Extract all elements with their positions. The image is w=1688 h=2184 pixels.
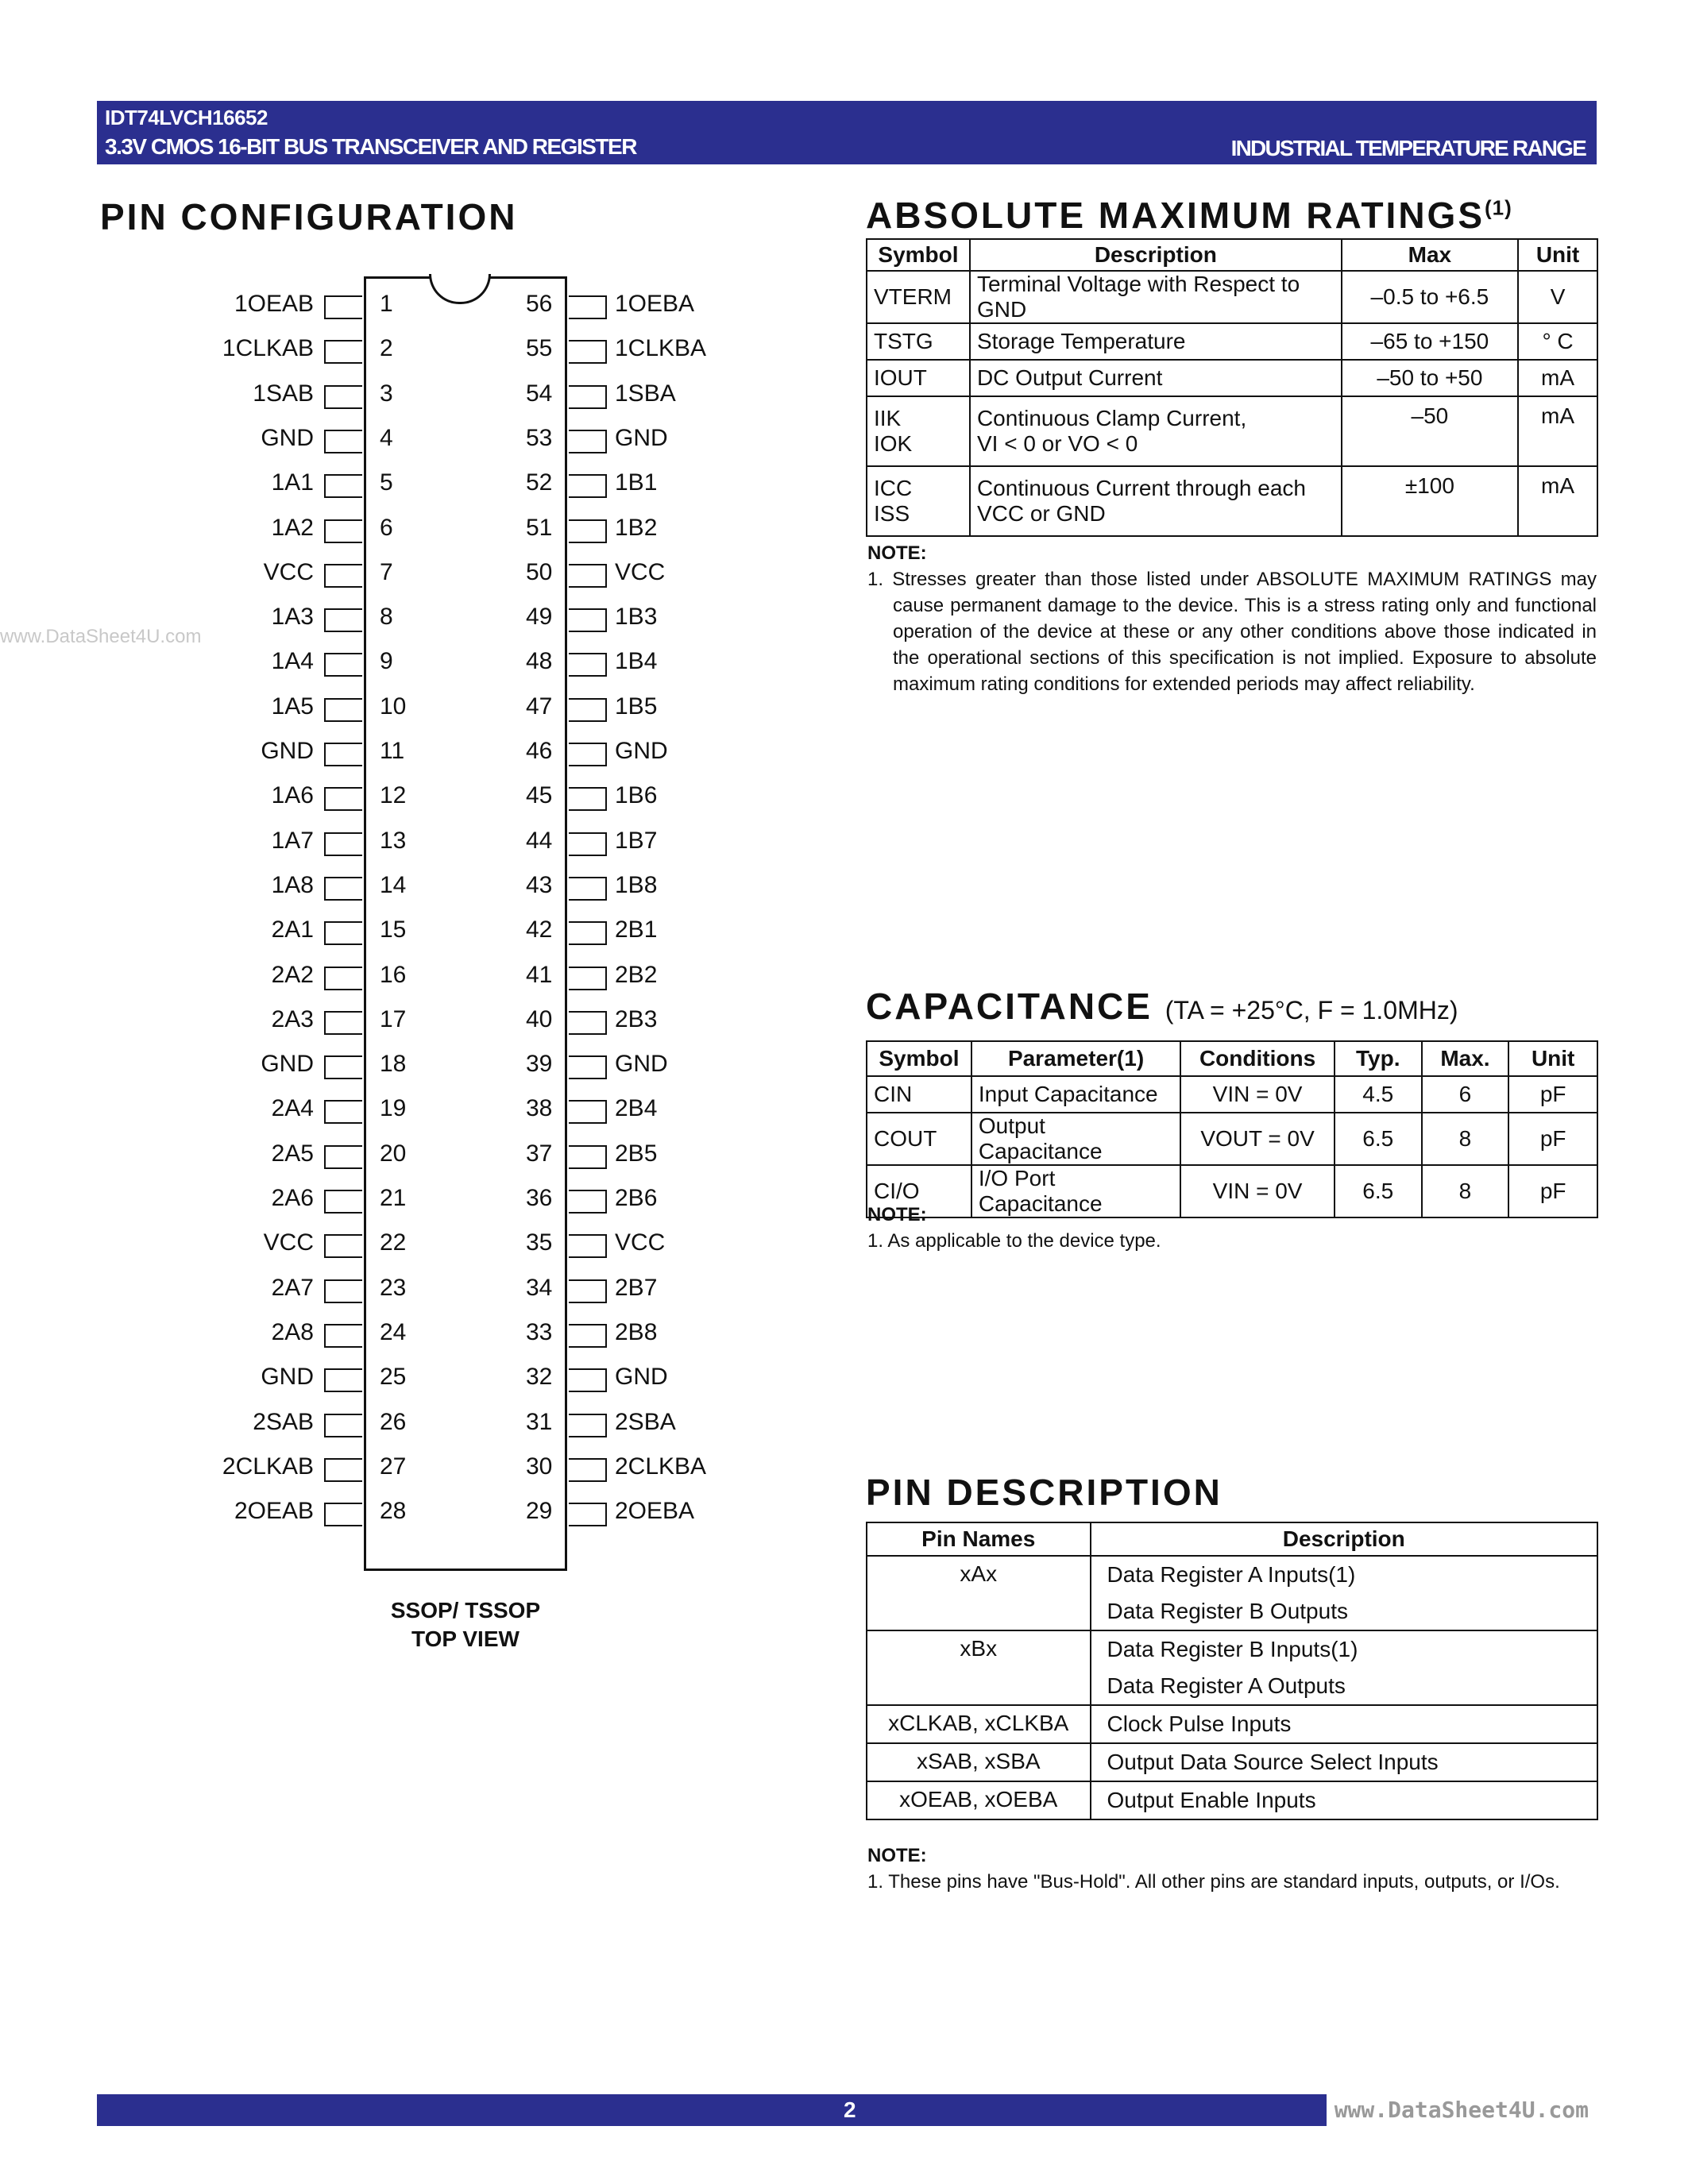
max-cell: 8 [1422, 1113, 1509, 1165]
pin-name-right: 1SBA [615, 380, 676, 407]
package-view: TOP VIEW [411, 1626, 520, 1651]
pin-description-cell [1091, 1743, 1598, 1781]
pin-name-left: 1A7 [271, 827, 314, 854]
col-unit: Unit [1518, 239, 1597, 271]
pin-name-left: 1A4 [271, 648, 314, 675]
max-cell: –0.5 to +6.5 [1342, 271, 1518, 323]
pin-name-left: 1A5 [271, 693, 314, 720]
pin-name-left: 2A4 [271, 1095, 314, 1122]
package-type: SSOP/ TSSOP [390, 1598, 541, 1623]
pin-number-left: 27 [380, 1453, 407, 1480]
col-max: Max [1342, 239, 1518, 271]
symbol-cell: CI/O [867, 1165, 971, 1217]
table-row [867, 1781, 1597, 1819]
pin-lead [324, 519, 362, 543]
pin-name-left: 2A7 [271, 1274, 314, 1301]
pin-lead [324, 1011, 362, 1035]
pin-name-right: 1B8 [615, 871, 658, 898]
pin-name-right: 2B7 [615, 1274, 658, 1301]
pin-name-cell: xSAB, xSBA [867, 1743, 1091, 1781]
conditions-cell: VOUT = 0V [1180, 1113, 1335, 1165]
pin-name-right: GND [615, 1364, 668, 1391]
page-number: 2 [844, 2097, 856, 2122]
pin-name-left: 1SAB [253, 380, 314, 407]
description-cell: DC Output Current [970, 360, 1342, 396]
pin-number-right: 37 [526, 1140, 553, 1167]
abs-max-title [866, 194, 1512, 237]
table-row [867, 1113, 1597, 1165]
pin-number-right: 31 [526, 1408, 553, 1435]
pin-number-left: 16 [380, 961, 407, 988]
conditions-cell: VIN = 0V [1180, 1165, 1335, 1217]
pin-lead [324, 608, 362, 632]
pin-number-left: 18 [380, 1051, 407, 1078]
pin-number-right: 32 [526, 1364, 553, 1391]
pin-number-right: 39 [526, 1051, 553, 1078]
pin-lead [324, 967, 362, 990]
pin-number-left: 23 [380, 1274, 407, 1301]
pin-name-left: 2A2 [271, 961, 314, 988]
note-label: NOTE: [867, 542, 927, 564]
pin-name-left: 1A6 [271, 782, 314, 809]
abs-max-note [867, 540, 1597, 697]
table-row [867, 1743, 1597, 1781]
pin-lead [324, 1414, 362, 1437]
table-row [867, 1705, 1597, 1743]
parameter-cell: Output Capacitance [971, 1113, 1180, 1165]
pin-number-left: 15 [380, 916, 407, 943]
pin-number-right: 55 [526, 335, 553, 362]
pin-name-right: 1B1 [615, 469, 658, 496]
pin-name-right: VCC [615, 1229, 666, 1256]
pin-lead [569, 1414, 607, 1437]
pin-name-left: GND [261, 1364, 314, 1391]
pin-number-right: 33 [526, 1318, 553, 1345]
pin-description-cell [1091, 1630, 1598, 1705]
pin-lead [324, 295, 362, 319]
typ-cell: 4.5 [1335, 1076, 1422, 1113]
pin-number-right: 44 [526, 827, 553, 854]
pin-configuration-title: PIN CONFIGURATION [100, 196, 518, 237]
pin-lead [569, 1145, 607, 1169]
max-cell: 6 [1422, 1076, 1509, 1113]
pin-name-right: 1CLKBA [615, 335, 707, 362]
pin-name-left: 2OEAB [234, 1498, 314, 1525]
pin-number-left: 22 [380, 1229, 407, 1256]
pin-lead [324, 698, 362, 722]
parameter-cell: I/O Port Capacitance [971, 1165, 1180, 1217]
pin-name-left: 2A6 [271, 1185, 314, 1211]
pin-number-left: 7 [380, 558, 393, 585]
pin-lead [569, 474, 607, 498]
pin-lead [569, 1279, 607, 1303]
pin-number-left: 2 [380, 335, 393, 362]
unit-cell: mA [1518, 360, 1597, 396]
pin-name-left: 2A1 [271, 916, 314, 943]
capacitance-title [866, 985, 1458, 1028]
pin-number-right: 30 [526, 1453, 553, 1480]
pin-description-cell [1091, 1781, 1598, 1819]
pin-number-left: 17 [380, 1005, 407, 1032]
pin-name-right: 1B6 [615, 782, 658, 809]
pin-number-right: 47 [526, 693, 553, 720]
pin-lead [324, 430, 362, 453]
pin-lead [569, 1368, 607, 1392]
watermark: www.DataSheet4U.com [0, 626, 202, 647]
note-label: NOTE: [867, 1845, 927, 1866]
pin-number-left: 24 [380, 1318, 407, 1345]
symbol-cell: IIK IOK [867, 396, 970, 466]
pin-name-left: 2A8 [271, 1318, 314, 1345]
pin-number-right: 56 [526, 291, 553, 317]
conditions-cell: VIN = 0V [1180, 1076, 1335, 1113]
pin-lead [569, 340, 607, 364]
typ-cell: 6.5 [1335, 1113, 1422, 1165]
pin-name-left: 1A3 [271, 604, 314, 631]
pin-name-right: 1OEBA [615, 291, 695, 317]
pin-description-table [866, 1522, 1598, 1820]
abs-max-table [866, 238, 1598, 537]
pin-number-left: 26 [380, 1408, 407, 1435]
pin-name-right: 2B8 [615, 1318, 658, 1345]
table-row [867, 466, 1597, 536]
pin-number-left: 14 [380, 871, 407, 898]
pin-lead [324, 787, 362, 811]
pin-lead [324, 564, 362, 588]
pin-name-right: 1B5 [615, 693, 658, 720]
unit-cell: pF [1508, 1165, 1597, 1217]
description-line: Data Register A Inputs(1) [1107, 1562, 1356, 1587]
note-text: 1. These pins have "Bus-Hold". All other pins are standard inputs, outputs, or I/Os. [867, 1871, 1560, 1893]
pin-name-right: 2B4 [615, 1095, 658, 1122]
pin-number-left: 20 [380, 1140, 407, 1167]
parameter-cell: Input Capacitance [971, 1076, 1180, 1113]
pin-lead [569, 653, 607, 677]
pin-lead [569, 519, 607, 543]
pin-lead [569, 1503, 607, 1526]
package-label [364, 1596, 567, 1653]
pin-number-left: 11 [380, 738, 405, 764]
description-line: Output Enable Inputs [1107, 1788, 1316, 1812]
description-line: Clock Pulse Inputs [1107, 1711, 1292, 1736]
unit-cell: mA [1518, 466, 1597, 536]
unit-cell: pF [1508, 1076, 1597, 1113]
max-cell: –50 [1342, 396, 1518, 466]
description-cell: Terminal Voltage with Respect to GND [970, 271, 1342, 323]
abs-max-title-note: (1) [1485, 195, 1512, 220]
pin-lead [569, 921, 607, 945]
pin-number-left: 5 [380, 469, 393, 496]
pin-name-right: 2OEBA [615, 1498, 695, 1525]
pin-number-left: 25 [380, 1364, 407, 1391]
cap-col-conditions: Conditions [1180, 1041, 1335, 1076]
pin-lead [569, 1055, 607, 1079]
pin-name-right: 2B2 [615, 961, 658, 988]
pin-name-right: 2SBA [615, 1408, 676, 1435]
pin-number-left: 12 [380, 782, 407, 809]
pin-number-right: 42 [526, 916, 553, 943]
footer-url: www.DataSheet4U.com [1327, 2094, 1597, 2126]
pin-lead [324, 340, 362, 364]
table-row [867, 1556, 1597, 1630]
capacitance-title-text: CAPACITANCE [866, 986, 1153, 1027]
pin-lead [569, 385, 607, 409]
description-line: Data Register B Inputs(1) [1107, 1637, 1358, 1661]
description-line: Output Data Source Select Inputs [1107, 1750, 1439, 1774]
pin-number-left: 19 [380, 1095, 407, 1122]
pin-number-left: 28 [380, 1498, 407, 1525]
document-title: 3.3V CMOS 16-BIT BUS TRANSCEIVER AND REGISTER [105, 134, 636, 159]
pin-name-right: 2B1 [615, 916, 658, 943]
pin-lead [569, 967, 607, 990]
pin-name-left: 1A2 [271, 514, 314, 541]
footer-bar [97, 2094, 1597, 2126]
pin-lead [324, 1458, 362, 1482]
pin-number-right: 40 [526, 1005, 553, 1032]
cap-col-max: Max. [1422, 1041, 1509, 1076]
pd-col-pin-names: Pin Names [867, 1522, 1091, 1556]
max-cell: –65 to +150 [1342, 323, 1518, 360]
unit-cell: pF [1508, 1113, 1597, 1165]
pin-name-right: 2B6 [615, 1185, 658, 1211]
pin-name-right: 2B3 [615, 1005, 658, 1032]
pin-lead [324, 921, 362, 945]
pin-number-right: 48 [526, 648, 553, 675]
unit-cell: ° C [1518, 323, 1597, 360]
pin-name-left: GND [261, 738, 314, 764]
pin-lead [569, 1011, 607, 1035]
pin-lead [569, 698, 607, 722]
pin-lead [569, 1100, 607, 1124]
symbol-cell: COUT [867, 1113, 971, 1165]
pin-lead [569, 1324, 607, 1348]
part-number: IDT74LVCH16652 [105, 106, 268, 129]
header-bar [97, 101, 1597, 164]
pin-number-right: 51 [526, 514, 553, 541]
pin-name-left: GND [261, 1051, 314, 1078]
unit-cell: mA [1518, 396, 1597, 466]
max-cell: ±100 [1342, 466, 1518, 536]
pin-number-right: 43 [526, 871, 553, 898]
pin-name-right: GND [615, 424, 668, 451]
pin-lead [324, 1503, 362, 1526]
pin-lead [569, 743, 607, 766]
symbol-cell: CIN [867, 1076, 971, 1113]
pin-name-left: 1OEAB [234, 291, 314, 317]
table-row [867, 1630, 1597, 1705]
symbol-cell: ICC ISS [867, 466, 970, 536]
pin-name-right: GND [615, 1051, 668, 1078]
note-text: 1. Stresses greater than those listed under ABSOLUTE MAXIMUM RATINGS may cause permanent damage to the device. This is a stress rating only and functional operation of the device at these or any other conditions above those indicated in the operational sections of this specification is not implied. Exposure to absolute maximum rating conditions for extended periods may affect reliability. [867, 569, 1597, 695]
pin-name-left: 1A8 [271, 871, 314, 898]
pin-number-right: 45 [526, 782, 553, 809]
pin-name-left: 2CLKAB [222, 1453, 314, 1480]
pin-number-left: 1 [380, 291, 393, 317]
pin-name-left: 1A1 [271, 469, 314, 496]
pin-number-right: 53 [526, 424, 553, 451]
pin-lead [324, 1145, 362, 1169]
table-row [867, 396, 1597, 466]
pin-lead [569, 430, 607, 453]
description-cell: Continuous Current through each VCC or GND [970, 466, 1342, 536]
pin-number-left: 10 [380, 693, 407, 720]
pin-lead [569, 1458, 607, 1482]
pin-name-right: 2CLKBA [615, 1453, 707, 1480]
description-line: Data Register B Outputs [1107, 1599, 1348, 1623]
capacitance-table [866, 1040, 1598, 1218]
pin-lead [569, 787, 607, 811]
pin-lead [324, 832, 362, 856]
pin-name-right: 1B3 [615, 604, 658, 631]
abs-max-title-text: ABSOLUTE MAXIMUM RATINGS [866, 195, 1485, 236]
table-row [867, 360, 1597, 396]
pin-name-left: 2SAB [253, 1408, 314, 1435]
cap-col-symbol: Symbol [867, 1041, 971, 1076]
pin-lead [324, 1234, 362, 1258]
capacitance-note [867, 1202, 1597, 1254]
table-row [867, 1076, 1597, 1113]
pin-lead [569, 564, 607, 588]
pin-number-left: 4 [380, 424, 393, 451]
pin-lead [324, 1190, 362, 1214]
max-cell: 8 [1422, 1165, 1509, 1217]
pin-number-left: 21 [380, 1185, 407, 1211]
table-row [867, 323, 1597, 360]
cap-col-unit: Unit [1508, 1041, 1597, 1076]
pin-lead [569, 1190, 607, 1214]
pin-number-right: 36 [526, 1185, 553, 1211]
pin-number-right: 29 [526, 1498, 553, 1525]
pin-number-left: 9 [380, 648, 393, 675]
pin-description-cell [1091, 1705, 1598, 1743]
pin-number-right: 52 [526, 469, 553, 496]
pin-lead [324, 474, 362, 498]
col-description: Description [970, 239, 1342, 271]
pin-name-left: GND [261, 424, 314, 451]
pin-name-right: 1B4 [615, 648, 658, 675]
pin-name-right: 1B7 [615, 827, 658, 854]
pin-number-right: 49 [526, 604, 553, 631]
pin-description-cell [1091, 1556, 1598, 1630]
pin-name-cell: xBx [867, 1630, 1091, 1705]
pd-col-description: Description [1091, 1522, 1598, 1556]
pin-number-left: 3 [380, 380, 393, 407]
pin-name-left: VCC [263, 558, 314, 585]
note-text: 1. As applicable to the device type. [867, 1230, 1161, 1252]
pin-number-right: 41 [526, 961, 553, 988]
table-row [867, 271, 1597, 323]
pin-name-left: VCC [263, 1229, 314, 1256]
pin-lead [324, 743, 362, 766]
pin-name-cell: xAx [867, 1556, 1091, 1630]
pin-name-right: 2B5 [615, 1140, 658, 1167]
symbol-cell: IOUT [867, 360, 970, 396]
pin-name-left: 1CLKAB [222, 335, 314, 362]
pin-lead [324, 1368, 362, 1392]
pin-name-cell: xCLKAB, xCLKBA [867, 1705, 1091, 1743]
pin-number-right: 54 [526, 380, 553, 407]
pin-lead [324, 1279, 362, 1303]
pin-lead [324, 1324, 362, 1348]
pin-name-left: 2A3 [271, 1005, 314, 1032]
capacitance-conditions: (TA = +25°C, F = 1.0MHz) [1165, 996, 1458, 1024]
pin-lead [324, 1100, 362, 1124]
pin-description-note [867, 1843, 1597, 1895]
pin-lead [569, 877, 607, 901]
pin-name-left: 2A5 [271, 1140, 314, 1167]
pin-name-cell: xOEAB, xOEBA [867, 1781, 1091, 1819]
pin-number-left: 13 [380, 827, 407, 854]
pin-description-title: PIN DESCRIPTION [866, 1472, 1223, 1513]
description-cell: Continuous Clamp Current, VI < 0 or VO < 0 [970, 396, 1342, 466]
description-cell: Storage Temperature [970, 323, 1342, 360]
unit-cell: V [1518, 271, 1597, 323]
pin-number-left: 6 [380, 514, 393, 541]
pin-lead [569, 295, 607, 319]
description-line: Data Register A Outputs [1107, 1673, 1346, 1698]
pin-lead [324, 385, 362, 409]
pin-lead [569, 832, 607, 856]
col-symbol: Symbol [867, 239, 970, 271]
pin-lead [324, 653, 362, 677]
max-cell: –50 to +50 [1342, 360, 1518, 396]
temperature-range: INDUSTRIAL TEMPERATURE RANGE [1230, 136, 1586, 160]
pin-number-right: 35 [526, 1229, 553, 1256]
pin-number-left: 8 [380, 604, 393, 631]
symbol-cell: VTERM [867, 271, 970, 323]
pin-number-right: 34 [526, 1274, 553, 1301]
pin-lead [324, 1055, 362, 1079]
pin-name-right: GND [615, 738, 668, 764]
cap-col-typ: Typ. [1335, 1041, 1422, 1076]
note-label: NOTE: [867, 1204, 927, 1225]
pin-lead [324, 877, 362, 901]
cap-col-parameter: Parameter(1) [971, 1041, 1180, 1076]
pin-number-right: 38 [526, 1095, 553, 1122]
pin-lead [569, 1234, 607, 1258]
pin-lead [569, 608, 607, 632]
typ-cell: 6.5 [1335, 1165, 1422, 1217]
pin-number-right: 50 [526, 558, 553, 585]
pin-number-right: 46 [526, 738, 553, 764]
pin-name-right: VCC [615, 558, 666, 585]
symbol-cell: TSTG [867, 323, 970, 360]
pin-name-right: 1B2 [615, 514, 658, 541]
